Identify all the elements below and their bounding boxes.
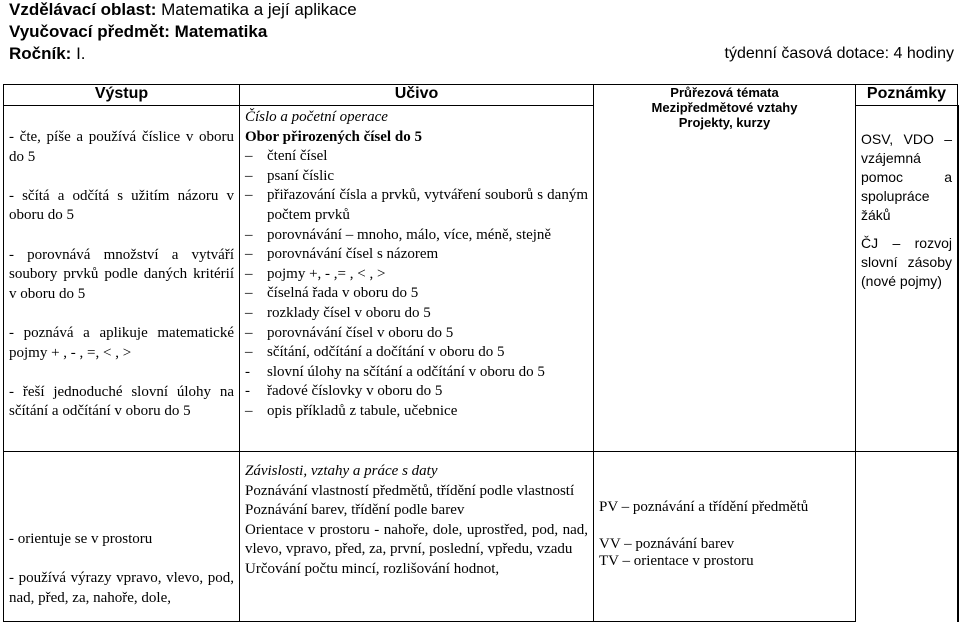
output-item: - porovnává množství a vytváří soubory prvků podle daných kritérií v oboru do 5 bbox=[9, 246, 234, 302]
content-line: Poznávání barev, třídění podle barev bbox=[245, 502, 465, 519]
row1-content bbox=[240, 106, 594, 452]
content-title: Číslo a početní operace bbox=[245, 109, 388, 125]
row1-outputs bbox=[4, 106, 240, 452]
content-line: Poznávání vlastností předmětů, třídění podle vlastností bbox=[245, 482, 575, 499]
theme-item: VV – poznávání barev bbox=[599, 535, 735, 552]
grade-value: I. bbox=[76, 44, 86, 63]
area-label: Vzdělávací oblast: bbox=[9, 0, 157, 19]
row1-themes bbox=[856, 106, 958, 452]
list-item: – psaní číslic bbox=[245, 167, 335, 184]
list-item: – porovnávání čísel v oboru do 5 bbox=[245, 324, 454, 341]
header-themes-line2: Mezipředmětové vztahy bbox=[651, 100, 798, 115]
content-subtitle: Obor přirozených čísel do 5 bbox=[245, 128, 422, 145]
subject-line bbox=[9, 22, 267, 42]
list-item: – přiřazování čísla a prvků, vytváření souborů s daným počtem prvků bbox=[245, 187, 588, 223]
area-value: Matematika a její aplikace bbox=[161, 0, 357, 19]
table-row bbox=[4, 452, 959, 622]
row2-themes bbox=[594, 452, 856, 622]
curriculum-table bbox=[3, 84, 959, 622]
row2-outputs bbox=[4, 452, 240, 622]
header-themes-line1: Průřezová témata bbox=[670, 85, 779, 100]
list-item: – sčítání, odčítání a dočítání v oboru do 5 bbox=[245, 344, 505, 361]
content-line: Určování počtu mincí, rozlišování hodnot, bbox=[245, 560, 500, 577]
weekly-hours: týdenní časová dotace: 4 hodiny bbox=[724, 45, 954, 62]
content-list bbox=[245, 147, 588, 421]
theme-item: PV – poznávání a třídění předmětů bbox=[599, 499, 809, 515]
list-item: – čtení čísel bbox=[245, 148, 328, 165]
row2-content bbox=[240, 452, 594, 622]
grade-line bbox=[9, 44, 86, 64]
list-item: – číselná řada v oboru do 5 bbox=[245, 285, 419, 302]
output-item: - sčítá a odčítá s užitím názoru v oboru do 5 bbox=[9, 187, 234, 224]
output-item: - poznává a aplikuje matematické pojmy + , - , =, < , > bbox=[9, 324, 234, 361]
content-line: Orientace v prostoru - nahoře, dole, uprostřed, pod, nad, vlevo, vpravo, před, za, první, poslední, vpředu, vzadu bbox=[245, 521, 588, 558]
header-themes-line3: Projekty, kurzy bbox=[678, 115, 771, 130]
list-item: – porovnávání čísel s názorem bbox=[245, 246, 439, 263]
theme-item: OSV, VDO – vzájemná pomoc a spolupráce žáků bbox=[861, 131, 952, 223]
list-item: – porovnávání – mnoho, málo, více, méně, stejně bbox=[245, 226, 552, 243]
area-line bbox=[9, 0, 357, 20]
header-content: Učivo bbox=[240, 85, 594, 106]
output-item: - čte, píše a používá číslice v oboru do 5 bbox=[9, 129, 234, 165]
theme-item: ČJ – rozvoj slovní zásoby (nové pojmy) bbox=[861, 235, 952, 289]
grade-label: Ročník: bbox=[9, 44, 72, 63]
table-header-row bbox=[4, 85, 959, 106]
header-notes: Poznámky bbox=[856, 85, 958, 106]
list-item: – pojmy +, - ,= , < , > bbox=[245, 265, 386, 282]
header-output: Výstup bbox=[4, 85, 240, 106]
subject-label: Vyučovací předmět: bbox=[9, 22, 170, 41]
theme-item: TV – orientace v prostoru bbox=[599, 552, 754, 569]
content-title: Závislosti, vztahy a práce s daty bbox=[245, 463, 438, 479]
output-item: - řeší jednoduché slovní úlohy na sčítání a odčítání v oboru do 5 bbox=[9, 383, 234, 420]
list-item: - řadové číslovky v oboru do 5 bbox=[245, 383, 443, 400]
notes-cell bbox=[958, 106, 959, 622]
list-item: – rozklady čísel v oboru do 5 bbox=[245, 304, 431, 321]
output-item: - používá výrazy vpravo, vlevo, pod, nad, před, za, nahoře, dole, bbox=[9, 570, 234, 606]
output-item: - orientuje se v prostoru bbox=[9, 531, 153, 547]
subject-value: Matematika bbox=[174, 22, 268, 41]
list-item: – opis příkladů z tabule, učebnice bbox=[245, 402, 458, 419]
list-item: - slovní úlohy na sčítání a odčítání v oboru do 5 bbox=[245, 363, 545, 380]
header-themes bbox=[594, 85, 856, 452]
